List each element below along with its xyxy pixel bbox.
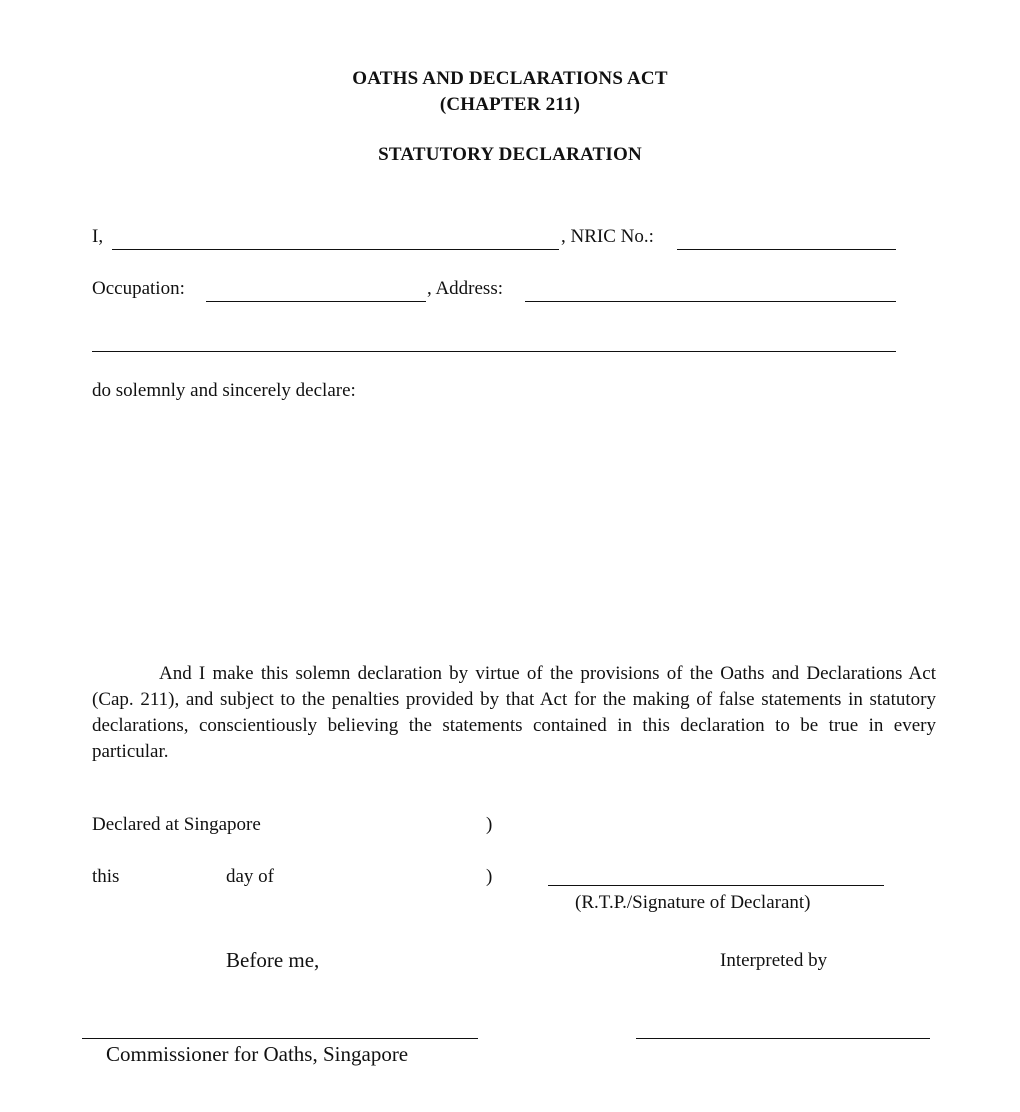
- address-field[interactable]: [525, 301, 896, 302]
- document-title: STATUTORY DECLARATION: [378, 144, 642, 165]
- declarant-signature-line[interactable]: [548, 885, 884, 886]
- i-label: I,: [92, 226, 104, 247]
- bracket-2: ): [486, 866, 493, 887]
- occupation-field[interactable]: [206, 301, 426, 302]
- commissioner-signature-line[interactable]: [82, 1038, 478, 1039]
- before-me-label: Before me,: [226, 948, 320, 972]
- this-label: this: [92, 866, 120, 887]
- nric-field[interactable]: [677, 249, 896, 250]
- closing-paragraph: And I make this solemn declaration by virtue of the provisions of the Oaths and Declarations Act (Cap. 211), and subject to the penalties provided by that Act for the making of false statements in statutory declarations, conscientiously believing the statements contained in this declaration to be true in every particular.: [92, 663, 936, 762]
- act-title: OATHS AND DECLARATIONS ACT: [352, 68, 668, 89]
- declared-at-label: Declared at Singapore: [92, 814, 261, 835]
- day-of-label: day of: [226, 866, 275, 887]
- occupation-label: Occupation:: [92, 278, 185, 299]
- nric-label: , NRIC No.:: [561, 226, 654, 247]
- commissioner-caption: Commissioner for Oaths, Singapore: [106, 1042, 409, 1066]
- name-field[interactable]: [112, 249, 559, 250]
- interpreter-signature-line[interactable]: [636, 1038, 930, 1039]
- interpreted-by-label: Interpreted by: [720, 950, 828, 971]
- chapter-subtitle: (CHAPTER 211): [439, 94, 581, 115]
- declarant-caption: (R.T.P./Signature of Declarant): [575, 892, 811, 913]
- declaration-body-area[interactable]: [92, 410, 936, 650]
- declare-intro: do solemnly and sincerely declare:: [92, 380, 356, 401]
- address-field-line-2[interactable]: [92, 351, 896, 352]
- bracket-1: ): [486, 814, 493, 835]
- address-label: , Address:: [427, 278, 503, 299]
